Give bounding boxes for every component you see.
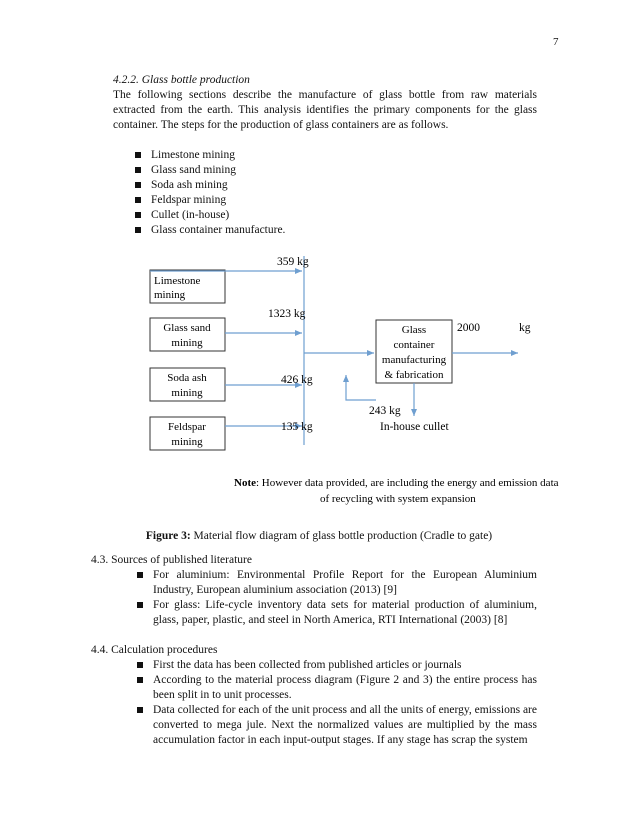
diagram-note xyxy=(234,477,559,489)
glass-sand-label: mining xyxy=(171,337,203,349)
list-item: Glass sand mining xyxy=(128,163,285,178)
figure-caption-text: Material flow diagram of glass bottle production (Cradle to gate) xyxy=(190,530,493,542)
list-item: For aluminium: Environmental Profile Report for the European Aluminium Industry, European aluminium association (2013) [9] xyxy=(130,568,537,598)
soda-ash-label: mining xyxy=(171,387,203,399)
section-paragraph: The following sections describe the manufacture of glass bottle from raw materials extracted from the earth. This analysis identifies the primary components for the glass container. The steps for the production of glass containers are as follows. xyxy=(113,89,537,131)
cullet-flow-value: 243 kg xyxy=(369,405,401,417)
list-item: First the data has been collected from published articles or journals xyxy=(130,658,537,673)
limestone-flow-value: 359 kg xyxy=(277,256,309,268)
sources-list xyxy=(130,568,537,628)
note-label: Note xyxy=(234,477,256,489)
note-text-line2: of recycling with system expansion xyxy=(320,493,476,505)
section-4-3-heading: 4.3. Sources of published literature xyxy=(91,554,252,566)
glass-container-label: & fabrication xyxy=(384,369,444,381)
limestone-label: mining xyxy=(154,289,186,301)
list-item: For glass: Life-cycle inventory data sets for material production of aluminium, glass, paper, plastic, and steel in North America, RTI International (2003) [8] xyxy=(130,598,537,628)
glass-sand-flow-value: 1323 kg xyxy=(268,308,306,320)
glass-sand-label: Glass sand xyxy=(163,322,211,334)
glass-container-label: container xyxy=(393,339,435,351)
list-item: Limestone mining xyxy=(128,148,285,163)
list-item: Cullet (in-house) xyxy=(128,208,285,223)
output-flow-value: 2000 xyxy=(457,322,480,334)
figure-caption xyxy=(0,530,638,542)
cullet-flow-label: In-house cullet xyxy=(380,421,449,433)
list-item: Data collected for each of the unit process and all the units of energy, emissions are converted to mega jule. Next the normalized values are multiplied by the mass accumulation factor in each input-output stages. If any stage has scrap the system xyxy=(130,703,537,748)
feldspar-flow-value: 135 kg xyxy=(281,421,313,433)
section-heading: 4.2.2. Glass bottle production xyxy=(113,74,250,86)
glass-container-label: Glass xyxy=(401,324,427,336)
glass-container-label: manufacturing xyxy=(381,354,447,366)
note-text-line1: : However data provided, are including the energy and emission data xyxy=(256,477,559,489)
section-4-4-heading: 4.4. Calculation procedures xyxy=(91,644,218,656)
figure-caption-label: Figure 3: xyxy=(145,530,191,542)
procedures-list xyxy=(130,658,537,748)
soda-ash-flow-value: 426 kg xyxy=(281,374,313,386)
cullet-return-line xyxy=(346,375,376,400)
list-item: Glass container manufacture. xyxy=(128,223,285,238)
list-item: According to the material process diagram (Figure 2 and 3) the entire process has been split in to unit processes. xyxy=(130,673,537,703)
feldspar-label: mining xyxy=(171,436,203,448)
limestone-label: Limestone xyxy=(154,275,201,287)
list-item: Feldspar mining xyxy=(128,193,285,208)
soda-ash-label: Soda ash xyxy=(167,372,207,384)
page-number: 7 xyxy=(553,36,559,48)
list-item: Soda ash mining xyxy=(128,178,285,193)
feldspar-label: Feldspar xyxy=(168,421,206,433)
output-flow-unit: kg xyxy=(519,322,531,334)
